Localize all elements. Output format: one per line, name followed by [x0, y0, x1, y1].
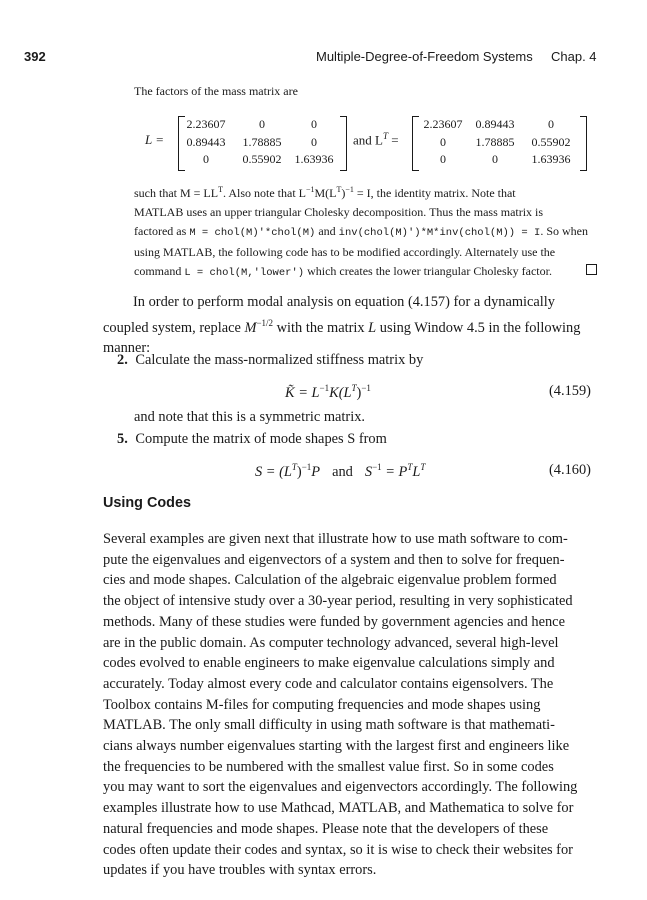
matrix-cell: 0 [492, 152, 498, 166]
running-title: Multiple-Degree-of-Freedom Systems [316, 49, 533, 64]
matrix-cell: 2.23607 [423, 117, 463, 131]
matrix-cell: 0 [203, 152, 209, 166]
text-run: with the matrix [273, 319, 369, 336]
step-number: 5. [117, 431, 128, 447]
matrix-LT-right-bracket [580, 116, 587, 171]
modal-line-2 [103, 313, 597, 339]
step-text: Compute the matrix of mode shapes S from [135, 431, 387, 447]
matrix-LT-label [353, 131, 399, 148]
math-L: L [368, 319, 377, 336]
superscript: −1 [372, 462, 382, 472]
matrix-cell: 0 [440, 152, 446, 166]
window-line-4: using MATLAB, the following code has to be modified accordingly. Alternately use the [134, 245, 556, 259]
superscript: −1 [301, 462, 312, 472]
text-run: which creates the lower triangular Cholesky factor. [304, 264, 552, 278]
text-run: . So when [540, 224, 588, 238]
body-line: codes evolved to enable engineers to make eigenvalue calculations simply and [103, 655, 555, 672]
text-run: and [315, 224, 339, 238]
math-run: K(L [329, 384, 352, 401]
and-text: and L [353, 132, 383, 148]
matrix-cell: 1.78885 [475, 134, 515, 149]
body-line: you may want to sort the eigenvalues and eigenvectors accordingly. The following [103, 779, 578, 796]
superscript: −1 [319, 383, 330, 393]
sup-T: T [382, 131, 388, 141]
section-body [103, 529, 597, 881]
matrix-L-label: L = [145, 132, 165, 147]
body-line: cies and mode shapes. Calculation of the algebraic eigenvalue problem formed [103, 572, 557, 589]
matrix-L [145, 116, 345, 170]
body-line: are in the public domain. As computer technology advanced, several high-level [103, 634, 559, 651]
math-run: ) [356, 384, 362, 401]
math-run: L [412, 463, 421, 480]
matrix-cell: 0.55902 [531, 134, 571, 149]
math-run: S [364, 463, 373, 480]
matrix-cell: 0 [259, 117, 265, 131]
math-run: ) [296, 463, 302, 480]
body-line: Several examples are given next that illustrate how to use math software to com- [103, 531, 568, 547]
modal-line-3: manner: [103, 340, 151, 357]
math-run: = P [381, 463, 408, 480]
superscript: T [218, 185, 223, 194]
math-run: S = (L [255, 463, 292, 480]
superscript: −1/2 [256, 317, 274, 328]
matrix-cell: 1.63936 [294, 152, 334, 166]
window-line-5 [134, 262, 597, 283]
math-run: K̃ = L [285, 384, 320, 401]
chapter-label: Chap. 4 [551, 49, 597, 64]
superscript: T [291, 462, 297, 472]
body-line: examples illustrate how to use Mathcad, MATLAB, and Mathematica to solve for [103, 800, 574, 817]
text-run: coupled system, replace [103, 319, 245, 336]
body-line: cians always number eigenvalues starting with the largest first and engineers like [103, 738, 570, 755]
body-line: MATLAB. The only small difficulty in using math software is that mathemati- [103, 717, 555, 734]
superscript: T [407, 462, 413, 472]
superscript: −1 [361, 383, 371, 393]
window-line-3 [134, 222, 597, 243]
body-line: codes often update their codes and syntax, so it is wise to check their websites for [103, 841, 573, 858]
text-run: such that M = LL [134, 186, 219, 200]
text-run: . Also note that L [222, 186, 306, 200]
text-run: command [134, 264, 185, 278]
matrix-cell: 0 [311, 117, 317, 131]
math-run: P [311, 463, 321, 480]
step-number: 2. [117, 352, 128, 368]
section-heading: Using Codes [103, 495, 191, 511]
matrix-cell: 0.89443 [475, 117, 515, 131]
superscript: −1 [345, 185, 354, 194]
body-line: the frequencies to be numbered with the smallest value first. So in some codes [103, 758, 554, 775]
window-line-2: MATLAB uses an upper triangular Cholesky decomposition. Thus the mass matrix is [134, 205, 544, 219]
text-run: ) [341, 186, 346, 200]
code-snippet: M = chol(M)'*chol(M) [189, 227, 316, 239]
superscript: T [351, 383, 357, 393]
modal-paragraph [103, 292, 597, 359]
body-line: pute the eigenvalues and eigenvectors of a system and then to solve for frequen- [103, 551, 565, 568]
step-5 [117, 429, 387, 450]
text-run: = I, the identity matrix. Note that [353, 186, 516, 200]
matrix-cell: 0.89443 [186, 134, 226, 149]
equation-number-4-160: (4.160) [549, 462, 591, 478]
superscript: T [420, 462, 426, 472]
matrix-cell: 0 [311, 134, 317, 149]
end-of-window-icon [586, 264, 597, 275]
text-run: factored as [134, 224, 190, 238]
window-note-text [134, 180, 597, 283]
matrix-cell: 0 [548, 117, 554, 131]
matrix-cell: 1.63936 [531, 152, 571, 166]
and-text: and [332, 463, 353, 480]
matrix-cell: 0.55902 [242, 152, 282, 166]
equation-4-160 [255, 457, 425, 483]
code-snippet: L = chol(M,'lower') [184, 267, 305, 279]
superscript: −1 [305, 185, 315, 194]
window-line-1 [134, 180, 597, 203]
step-2 [117, 350, 423, 371]
window-intro: The factors of the mass matrix are [134, 84, 298, 98]
body-line: methods. Many of these studies were funded by government agencies and hence [103, 613, 565, 630]
body-line: natural frequencies and mode shapes. Please note that the developers of these [103, 820, 549, 837]
body-line: the object of intensive study over a 30-year period, resulting in very sophisticated [103, 593, 573, 610]
code-snippet: inv(chol(M)')*M*inv(chol(M)) = I [338, 227, 541, 239]
page-number: 392 [24, 49, 46, 64]
equals-sign: = [391, 132, 399, 148]
symmetric-note: and note that this is a symmetric matrix. [134, 409, 366, 425]
body-line: updates if you have troubles with syntax errors. [103, 862, 377, 879]
step-text: Calculate the mass-normalized stiffness matrix by [135, 352, 424, 368]
matrix-cell: 2.23607 [186, 117, 226, 131]
matrix-cell: 1.78885 [242, 134, 282, 149]
body-line: Toolbox contains M-files for computing frequencies and mode shapes using [103, 696, 541, 713]
equation-4-159 [285, 378, 371, 404]
matrix-cell: 0 [440, 134, 446, 149]
matrix-L-right-bracket [340, 116, 347, 171]
math-M: M [244, 319, 257, 336]
body-line: accurately. Today almost every code and calculator contains eigensolvers. The [103, 675, 554, 692]
superscript: T [336, 185, 342, 194]
text-run: M(L [314, 186, 337, 200]
matrix-LT [412, 116, 587, 170]
modal-line-1: In order to perform modal analysis on equation (4.157) for a dynamically [133, 294, 556, 310]
equation-number-4-159: (4.159) [549, 383, 591, 399]
text-run: using Window 4.5 in the following [376, 319, 581, 336]
